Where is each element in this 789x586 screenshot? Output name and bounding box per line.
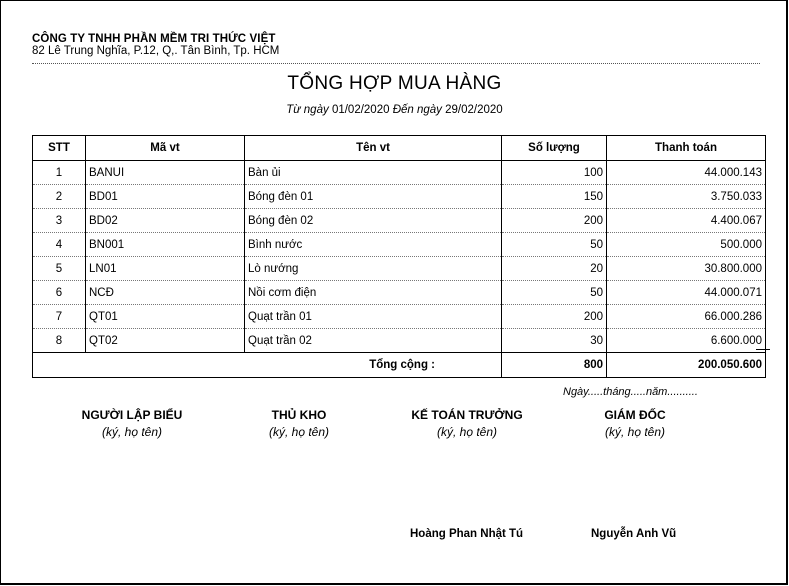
total-payment: 200.050.600	[607, 353, 766, 378]
signer-chief-accountant-name: Hoàng Phan Nhật Tú	[410, 528, 524, 540]
signature-role: KẾ TOÁN TRƯỞNG	[411, 408, 523, 422]
signing-date-line: Ngày.....tháng.....năm..........	[563, 386, 698, 398]
cell-item-name: Lò nướng	[245, 257, 502, 281]
cell-quantity: 50	[502, 281, 607, 305]
cell-payment: 30.800.000	[607, 257, 766, 281]
cell-payment: 3.750.033	[607, 185, 766, 209]
table-row	[33, 233, 766, 257]
cell-stt: 1	[33, 161, 86, 185]
signature-role: THỦ KHO	[271, 408, 327, 422]
company-name: CÔNG TY TNHH PHẦN MỀM TRI THỨC VIỆT	[32, 33, 276, 45]
company-address: 82 Lê Trung Nghĩa, P.12, Q,. Tân Bình, Tp. HCM	[32, 45, 280, 57]
cell-item-code: BD02	[86, 209, 245, 233]
to-label: Đến ngày	[392, 104, 442, 116]
cell-stt: 4	[33, 233, 86, 257]
cell-payment: 6.600.000	[607, 329, 766, 353]
cell-stt: 7	[33, 305, 86, 329]
signature-chief-accountant	[382, 408, 552, 439]
cell-item-code: LN01	[86, 257, 245, 281]
table-header-row	[33, 136, 766, 161]
cell-item-name: Quạt trần 02	[245, 329, 502, 353]
table-row	[33, 281, 766, 305]
signature-role: GIÁM ĐỐC	[604, 408, 666, 422]
signer-director-name: Nguyễn Anh Vũ	[591, 528, 677, 540]
cell-quantity: 150	[502, 185, 607, 209]
total-label: Tổng cộng :	[33, 353, 502, 378]
total-quantity: 800	[502, 353, 607, 378]
cell-item-code: QT02	[86, 329, 245, 353]
cell-payment: 44.000.143	[607, 161, 766, 185]
cell-item-name: Quạt trần 01	[245, 305, 502, 329]
cell-quantity: 100	[502, 161, 607, 185]
cell-quantity: 50	[502, 233, 607, 257]
column-header-stt: STT	[33, 136, 86, 161]
to-date: 29/02/2020	[445, 104, 503, 116]
column-header-quantity: Số lượng	[502, 136, 607, 161]
total-row	[33, 353, 766, 378]
signature-preparer	[47, 408, 217, 439]
cell-payment: 4.400.067	[607, 209, 766, 233]
cell-item-name: Bàn ủi	[245, 161, 502, 185]
cell-item-code: NCĐ	[86, 281, 245, 305]
cell-item-name: Bóng đèn 02	[245, 209, 502, 233]
table-row	[33, 329, 766, 353]
cell-payment: 66.000.286	[607, 305, 766, 329]
signature-director	[550, 408, 720, 439]
cell-stt: 8	[33, 329, 86, 353]
column-header-item-name: Tên vt	[245, 136, 502, 161]
table-row	[33, 161, 766, 185]
cell-stt: 6	[33, 281, 86, 305]
cell-stt: 2	[33, 185, 86, 209]
purchase-summary-table	[32, 135, 766, 378]
from-date: 01/02/2020	[331, 104, 390, 116]
cell-quantity: 200	[502, 305, 607, 329]
cell-quantity: 30	[502, 329, 607, 353]
column-header-payment: Thanh toán	[607, 136, 766, 161]
signature-storekeeper	[214, 408, 384, 439]
signature-hint: (ký, họ tên)	[436, 425, 498, 439]
cell-stt: 3	[33, 209, 86, 233]
signature-hint: (ký, họ tên)	[268, 425, 330, 439]
cell-item-code: BN001	[86, 233, 245, 257]
date-range	[0, 104, 789, 116]
cell-item-name: Bình nước	[245, 233, 502, 257]
cell-payment: 44.000.071	[607, 281, 766, 305]
cell-quantity: 20	[502, 257, 607, 281]
from-label: Từ ngày	[286, 104, 329, 116]
table-row	[33, 257, 766, 281]
cell-quantity: 200	[502, 209, 607, 233]
cell-item-code: BD01	[86, 185, 245, 209]
cell-stt: 5	[33, 257, 86, 281]
cell-payment: 500.000	[607, 233, 766, 257]
signature-hint: (ký, họ tên)	[604, 425, 666, 439]
header-divider	[32, 63, 760, 64]
column-header-item-code: Mã vt	[86, 136, 245, 161]
cell-item-code: BANUI	[86, 161, 245, 185]
signature-role: NGƯỜI LẬP BIỂU	[81, 408, 183, 422]
table-row	[33, 305, 766, 329]
cell-item-code: QT01	[86, 305, 245, 329]
table-line-overhang	[756, 349, 770, 350]
signature-hint: (ký, họ tên)	[101, 425, 163, 439]
table-row	[33, 209, 766, 233]
cell-item-name: Bóng đèn 01	[245, 185, 502, 209]
cell-item-name: Nồi cơm điện	[245, 281, 502, 305]
table-row	[33, 185, 766, 209]
report-title: TỔNG HỢP MUA HÀNG	[287, 73, 502, 94]
